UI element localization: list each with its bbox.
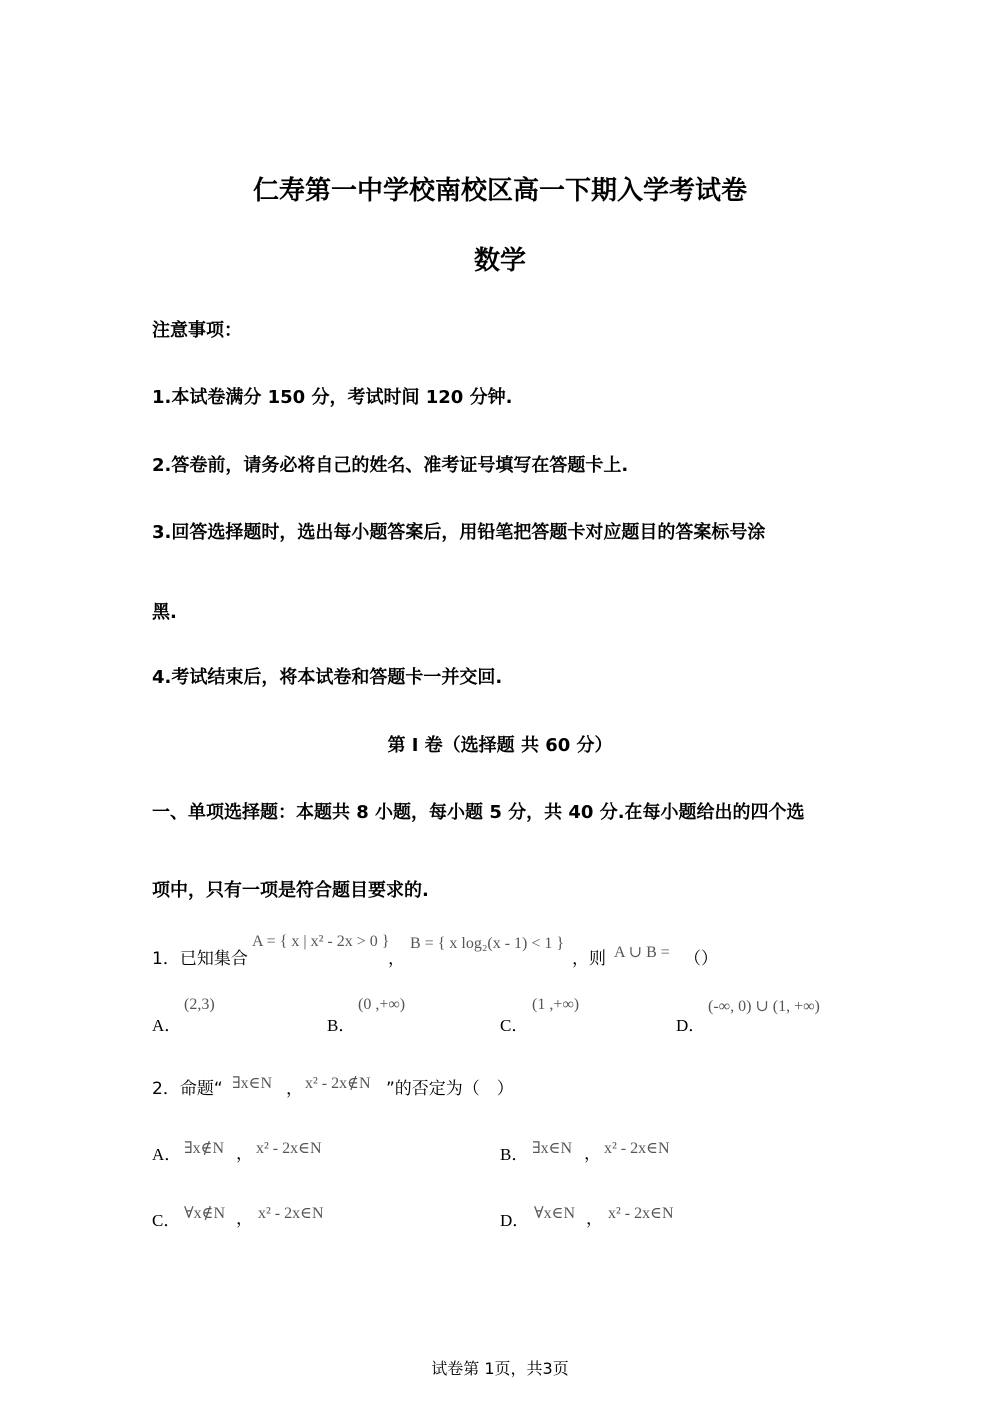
q2-option-d-predicate: x² - 2x∈N [608, 1205, 674, 1222]
section-instructions-line2: 项中，只有一项是符合题目要求的. [152, 880, 429, 901]
q1-comma: ， [388, 949, 405, 969]
q1-option-d-value: (-∞, 0) ∪ (1, +∞) [708, 998, 820, 1015]
notes-heading: 注意事项： [152, 320, 242, 341]
note-item-3-cont: 黑. [152, 602, 177, 623]
q1-paren: （） [684, 949, 718, 969]
q2-option-b-predicate: x² - 2x∈N [604, 1140, 670, 1157]
q2-option-b-quantifier: ∃x∈N [532, 1140, 573, 1157]
q1-option-a-value: (2,3) [184, 996, 215, 1013]
note-item-4: 4.考试结束后，将本试卷和答题卡一并交回. [152, 667, 503, 688]
note-item-2: 2.答卷前，请务必将自己的姓名、准考证号填写在答题卡上. [152, 455, 629, 476]
q1-option-c-label: C． [500, 1016, 529, 1035]
q2-option-b-label: B． [500, 1145, 529, 1164]
q2-sep: ， [286, 1079, 303, 1099]
q1-set-b: B = { x log₂(x - 1) < 1 } [410, 935, 565, 952]
q1-option-d-label: D． [676, 1016, 706, 1035]
q2-option-d-sep: ， [586, 1209, 603, 1229]
q1-option-c-value: (1 ,+∞) [532, 996, 580, 1013]
note-item-3: 3.回答选择题时，选出每小题答案后，用铅笔把答题卡对应题目的答案标号涂 [152, 522, 766, 543]
q2-option-c-quantifier: ∀x∉N [184, 1205, 226, 1222]
q2-prefix: 2．命题“ [152, 1079, 223, 1099]
q1-option-b-label: B． [327, 1016, 356, 1035]
q1-union: A ∪ B = [614, 944, 670, 961]
exam-title: 仁寿第一中学校南校区高一下期入学考试卷 [252, 176, 747, 206]
subject-title: 数学 [473, 246, 526, 276]
q2-option-c-predicate: x² - 2x∈N [258, 1205, 324, 1222]
q2-option-d-label: D． [500, 1211, 530, 1230]
q2-option-a-quantifier: ∃x∉N [184, 1140, 225, 1157]
q2-statement-predicate: x² - 2x∉N [305, 1075, 371, 1092]
q2-option-a-predicate: x² - 2x∈N [256, 1140, 322, 1157]
q2-option-c-label: C． [152, 1211, 181, 1230]
q2-option-b-sep: ， [584, 1144, 601, 1164]
part-heading: 第 I 卷（选择题 共 60 分） [387, 735, 613, 756]
q2-option-c-sep: ， [236, 1209, 253, 1229]
q1-option-a-label: A． [152, 1016, 182, 1035]
section-instructions-line1: 一、单项选择题：本题共 8 小题，每小题 5 分，共 40 分.在每小题给出的四个选 [152, 802, 805, 823]
page-footer: 试卷第 1页，共3页 [431, 1359, 569, 1378]
q1-option-b-value: (0 ,+∞) [358, 996, 406, 1013]
note-item-1: 1.本试卷满分 150 分，考试时间 120 分钟. [152, 387, 513, 408]
q1-suffix: ，则 [572, 949, 606, 969]
q2-option-d-quantifier: ∀x∈N [534, 1205, 576, 1222]
q2-option-a-sep: ， [236, 1144, 253, 1164]
q2-option-a-label: A． [152, 1145, 182, 1164]
q2-statement-quantifier: ∃x∈N [232, 1075, 273, 1092]
q1-prefix: 1．已知集合 [152, 949, 248, 969]
q2-suffix: ”的否定为（ ） [386, 1079, 514, 1099]
q1-set-a: A = { x | x² - 2x > 0 } [252, 933, 390, 950]
